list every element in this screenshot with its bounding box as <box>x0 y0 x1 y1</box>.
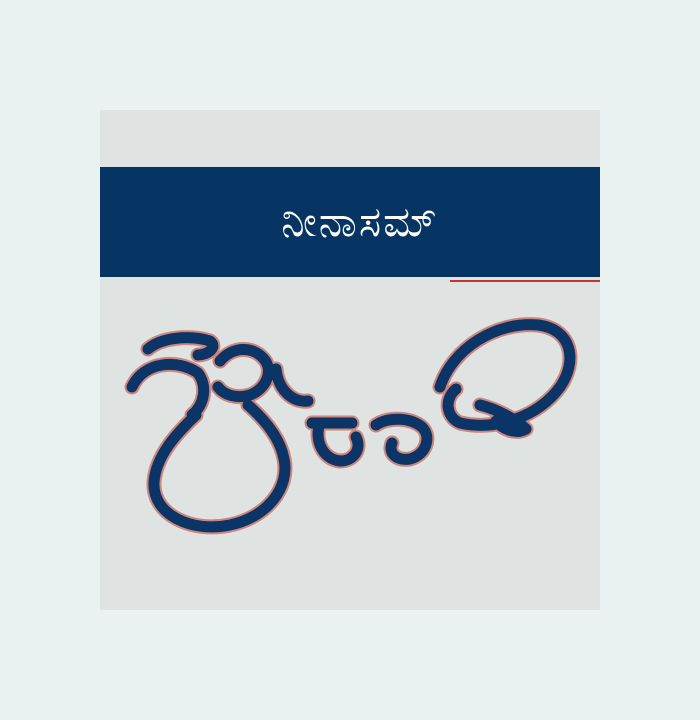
banner-title: ನೀನಾಸಮ್ <box>281 197 439 246</box>
stroke-ma-body <box>132 364 204 415</box>
banner <box>100 167 600 277</box>
handwritten-logo <box>100 277 600 610</box>
logo-card <box>100 110 600 610</box>
